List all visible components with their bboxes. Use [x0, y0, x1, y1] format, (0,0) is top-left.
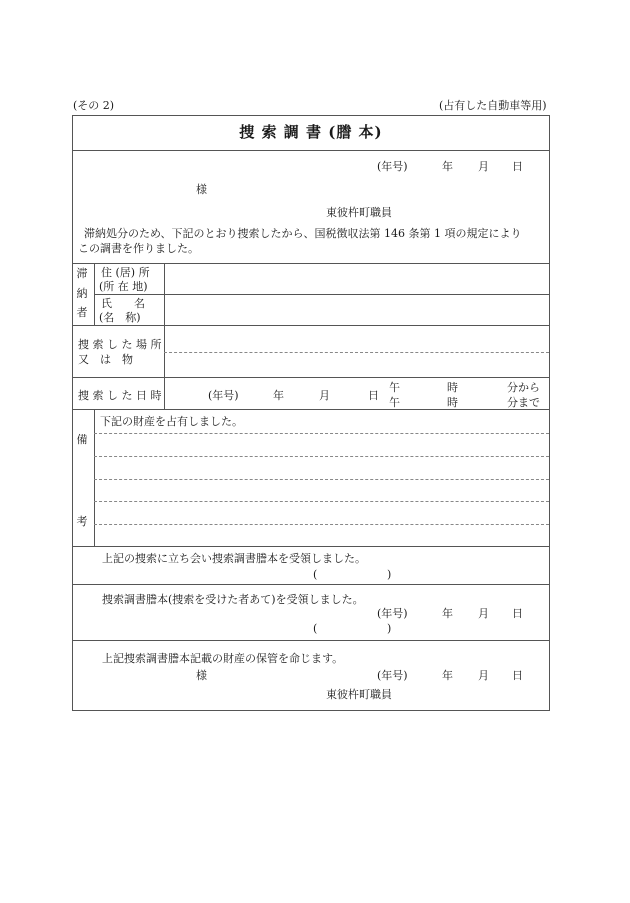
search-place-bottom-divider	[72, 377, 550, 378]
address-label-1: 住 (居) 所	[101, 266, 150, 279]
custody-year-label: 年	[442, 669, 453, 682]
search-until-label: 分まで	[507, 396, 540, 409]
search-gozen-label: 午	[389, 381, 400, 394]
taxpayer-side-char-2: 納	[76, 287, 88, 300]
remarks-dotted-line-4	[94, 501, 549, 502]
search-place-label-1: 捜 索 し た 場 所	[78, 338, 162, 351]
remarks-bottom-divider	[72, 546, 550, 547]
search-place-dotted-line	[164, 352, 549, 353]
taxpayer-bottom-divider	[72, 325, 550, 326]
form-usage-label: (占有した自動車等用)	[439, 99, 547, 112]
custody-issuer-label: 東彼杵町職員	[326, 688, 392, 701]
search-month-label: 月	[319, 389, 330, 402]
statement-line-2: この調書を作りました。	[78, 242, 199, 255]
receipt-text: 捜索調書謄本(捜索を受けた者あて)を受領しました。	[102, 593, 364, 606]
address-label-2: (所 在 地)	[99, 280, 148, 293]
search-hour-2-label: 時	[447, 396, 458, 409]
form-frame	[72, 115, 550, 711]
search-datetime-divider	[164, 377, 165, 409]
custody-day-label: 日	[512, 669, 523, 682]
receipt-era-label: (年号)	[377, 607, 408, 620]
remarks-first-line: 下記の財産を占有しました。	[100, 415, 243, 428]
addressee-honorific: 様	[196, 183, 207, 196]
issuer-label: 東彼杵町職員	[326, 206, 392, 219]
search-gogo-label: 午	[389, 396, 400, 409]
document-title: 捜 索 調 書 (謄 本)	[239, 123, 383, 141]
top-month-label: 月	[478, 160, 489, 173]
statement-line-1: 滞納処分のため、下記のとおり捜索したから、国税徴収法第 146 条第 1 項の規定により	[84, 227, 522, 240]
taxpayer-row-divider	[94, 294, 550, 295]
name-label-1: 氏 名	[101, 297, 145, 310]
remarks-dotted-line-5	[94, 524, 549, 525]
taxpayer-side-char-1: 滞	[76, 267, 88, 280]
section-divider	[72, 263, 550, 264]
search-place-label-2: 又 は 物	[78, 353, 133, 366]
custody-text: 上記捜索調書謄本記載の財産の保管を命じます。	[102, 652, 344, 665]
taxpayer-side-char-3: 者	[76, 306, 88, 319]
receipt-year-label: 年	[442, 607, 453, 620]
title-divider	[72, 150, 550, 151]
remarks-side-divider	[94, 409, 95, 546]
remarks-dotted-line-3	[94, 479, 549, 480]
receipt-bottom-divider	[72, 640, 550, 641]
search-year-label: 年	[273, 389, 284, 402]
receipt-paren-open: (	[313, 622, 318, 635]
custody-era-label: (年号)	[377, 669, 408, 682]
witness-bottom-divider	[72, 584, 550, 585]
receipt-day-label: 日	[512, 607, 523, 620]
receipt-month-label: 月	[478, 607, 489, 620]
receipt-paren-close: )	[387, 622, 392, 635]
search-datetime-bottom-divider	[72, 409, 550, 410]
top-day-label: 日	[512, 160, 523, 173]
custody-honorific: 様	[196, 669, 207, 682]
search-place-divider	[164, 325, 165, 377]
witness-paren-close: )	[387, 568, 392, 581]
search-hour-1-label: 時	[447, 381, 458, 394]
top-era-label: (年号)	[377, 160, 408, 173]
form-number-label: (その 2)	[73, 99, 115, 112]
name-label-2: (名 称)	[99, 311, 141, 324]
search-datetime-label: 捜 索 し た 日 時	[78, 389, 162, 402]
remarks-char-bottom: 考	[76, 515, 88, 528]
remarks-dotted-line-1	[94, 433, 549, 434]
top-year-label: 年	[442, 160, 453, 173]
search-era-label: (年号)	[208, 389, 239, 402]
remarks-char-top: 備	[76, 433, 88, 446]
witness-text: 上記の捜索に立ち会い捜索調書謄本を受領しました。	[102, 552, 366, 565]
custody-month-label: 月	[478, 669, 489, 682]
witness-paren-open: (	[313, 568, 318, 581]
remarks-dotted-line-2	[94, 456, 549, 457]
search-day-label: 日	[368, 389, 379, 402]
search-from-label: 分から	[507, 381, 540, 394]
